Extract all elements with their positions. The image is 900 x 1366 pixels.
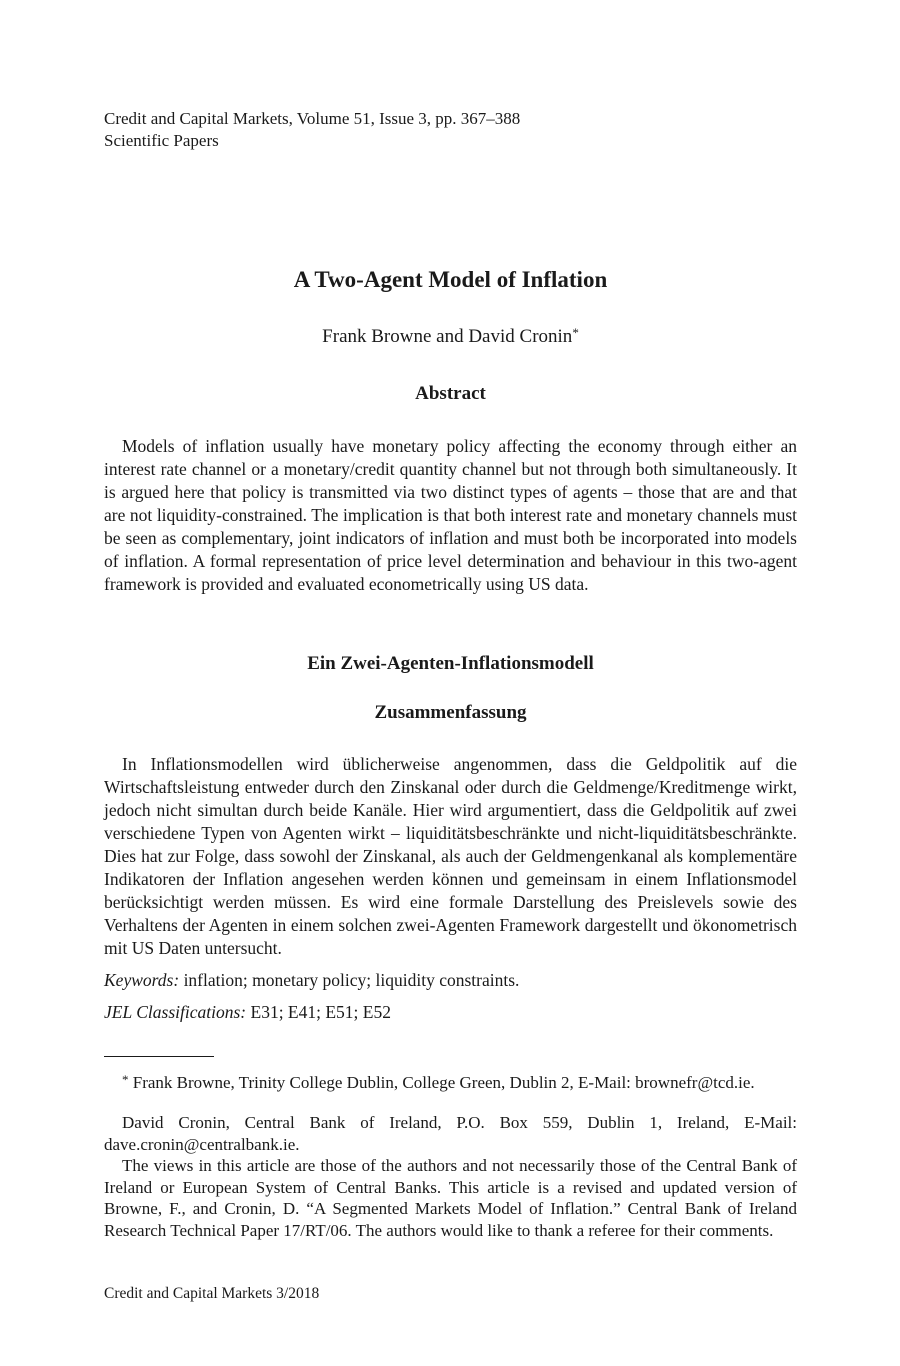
- author-names: Frank Browne and David Cronin: [322, 326, 573, 347]
- german-title: Ein Zwei-Agenten-Inflationsmodell: [307, 653, 594, 674]
- footnote-author-browne: [104, 1069, 797, 1094]
- keywords-line: [104, 969, 797, 992]
- keywords-label: Keywords:: [104, 970, 180, 990]
- jel-line: [104, 1001, 797, 1024]
- footnote-divider: [104, 1056, 214, 1057]
- article-title: A Two-Agent Model of Inflation: [293, 267, 608, 292]
- journal-section: Scientific Papers: [104, 131, 219, 150]
- page-footer: Credit and Capital Markets 3/2018: [104, 1285, 320, 1302]
- abstract-text: Models of inflation usually have monetary policy affecting the economy through either an interest rate channel or a monetary/credit quantity channel but not through both simultaneously. It is argued here that policy is transmitted via two distinct types of agents – those that are and that are not liquidity-constrained. The implication is that both interest rate and monetary channels must be seen as complementary, joint indicators of inflation and must both be incorporated into models of inflation. A formal representation of price level determination and behaviour in this two-agent framework is provided and evaluated econometrically using US data.: [104, 436, 797, 594]
- footnote-author-cronin: David Cronin, Central Bank of Ireland, P.O. Box 559, Dublin 1, Ireland, E-Mail: dave.cronin@centralbank.ie.: [104, 1113, 797, 1154]
- zusammenfassung-heading: Zusammenfassung: [374, 702, 527, 723]
- footnote-mark: *: [122, 1072, 129, 1087]
- author-note-mark: *: [572, 325, 579, 340]
- jel-label: JEL Classifications:: [104, 1002, 247, 1022]
- zusammenfassung-text: In Inflationsmodellen wird üblicherweise angenommen, dass die Geldpolitik auf die Wirtschaftsleistung entweder durch den Zinskanal oder durch die Geldmenge/Kreditmenge wirkt, jedoch nicht simultan durch beide Kanäle. Hier wird argumentiert, dass die Geldpolitik auf zwei verschiedene Typen von Agenten wirkt – liquiditätsbeschränkte und nicht-liquiditätsbeschränkte. Dies hat zur Folge, dass sowohl der Zinskanal, als auch der Geldmengenkanal als komplementäre Indikatoren der Inflation angesehen werden können und gemeinsam in einem Inflationsmodel berücksichtigt werden müssen. Es wird eine formale Darstellung des Preislevels sowie des Verhaltens der Agenten in einem solchen zwei-Agenten Framework dargestellt und ökonometrisch mit US Daten untersucht.: [104, 754, 797, 958]
- article-authors: [104, 321, 797, 349]
- abstract-heading: Abstract: [415, 383, 486, 404]
- journal-header: [104, 108, 520, 152]
- jel-value: E31; E41; E51; E52: [250, 1002, 391, 1022]
- footnote-author-browne-text: Frank Browne, Trinity College Dublin, College Green, Dublin 2, E-Mail: brownefr@tcd.ie.: [132, 1073, 755, 1092]
- keywords-value: inflation; monetary policy; liquidity constraints.: [183, 970, 520, 990]
- journal-citation: Credit and Capital Markets, Volume 51, Issue 3, pp. 367–388: [104, 109, 521, 128]
- footnote-disclaimer: The views in this article are those of the authors and not necessarily those of the Central Bank of Ireland or European System of Central Banks. This article is a revised and updated version of Browne, F., and Cronin, D. “A Segmented Markets Model of Inflation.” Central Bank of Ireland Research Technical Paper 17/RT/06. The authors would like to thank a referee for their comments.: [104, 1156, 797, 1240]
